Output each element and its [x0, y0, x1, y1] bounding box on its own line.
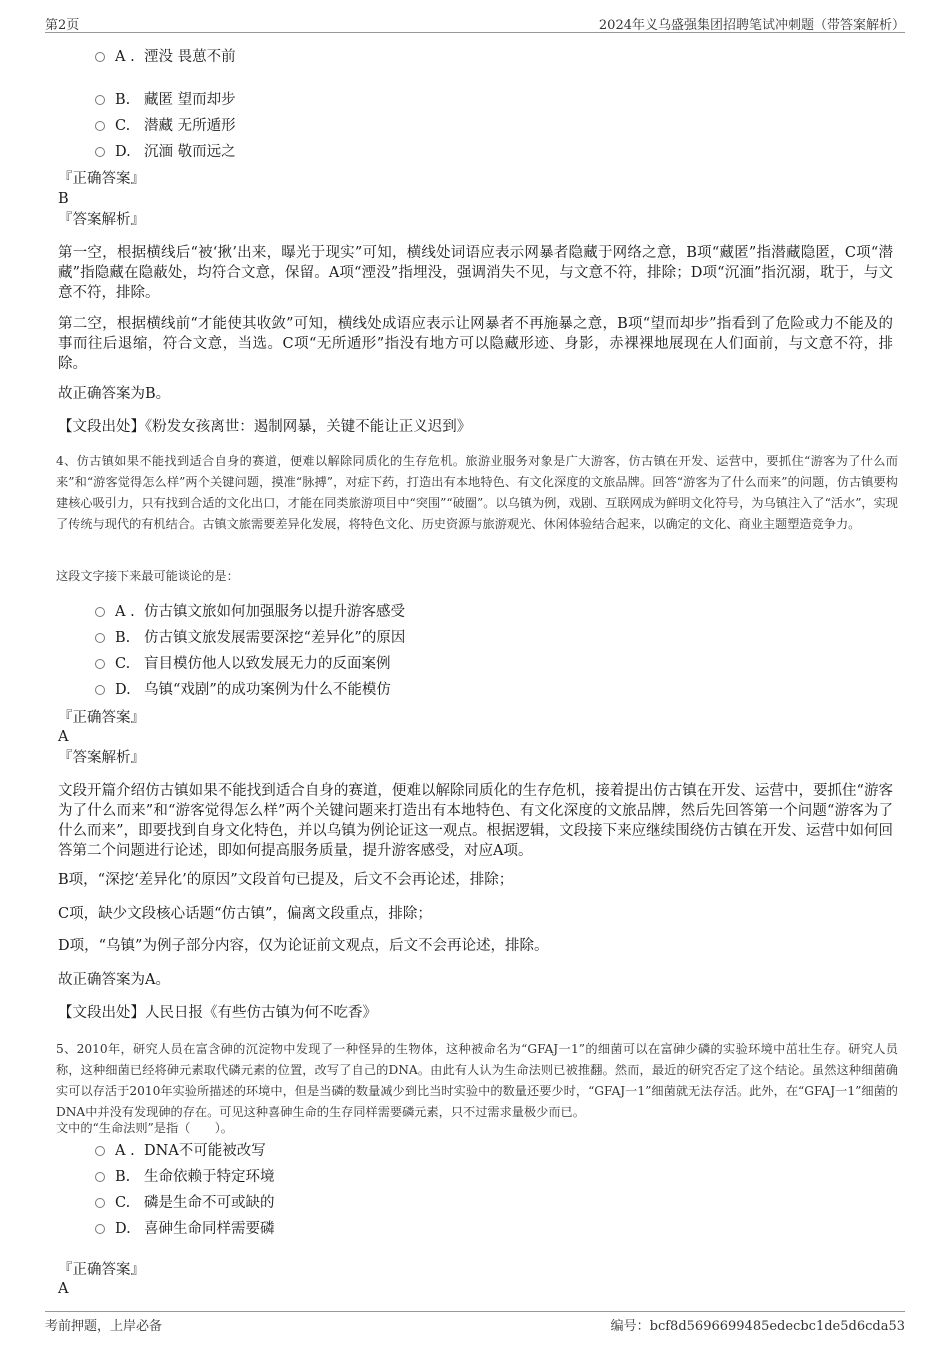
- q5-question: 文中的“生命法则”是指（ ）。: [56, 1121, 233, 1135]
- q3-option-c[interactable]: C. 潜藏 无所遁形: [95, 116, 236, 136]
- q4-analysis-c: C项，缺少文段核心话题“仿古镇”，偏离文段重点，排除；: [58, 906, 432, 922]
- document-title: 2024年义乌盛强集团招聘笔试冲刺题（带答案解析）: [598, 18, 905, 33]
- document-id: 编号：bcf8d5696699485edecbc1de5d6cda53: [610, 1319, 905, 1334]
- q4-option-a[interactable]: A . 仿古镇文旅如何加强服务以提升游客感受: [95, 602, 405, 622]
- radio-icon[interactable]: [95, 685, 105, 695]
- q5-answer: A: [58, 1281, 69, 1297]
- q3-answer-label: 『正确答案』: [58, 171, 145, 187]
- q4-answer: A: [58, 729, 69, 745]
- q3-option-a[interactable]: A . 湮没 畏葸不前: [95, 47, 236, 67]
- radio-icon[interactable]: [95, 1224, 105, 1234]
- q4-stem: 4、仿古镇如果不能找到适合自身的赛道，便难以解除同质化的生存危机。旅游业服务对象是广大游客，仿古镇在开发、运营中，要抓住“游客为了什么而来”和“游客觉得怎么样”两个关键问题，摸准“脉搏”，对症下药，打造出有本地特色、有文化深度的文旅品牌。回答“游客为了什么而来”的问题，仿古镇要构建核心吸引力，只有找到合适的文化出口，才能在同类旅游项目中“突围”“破圈”。以乌镇为例，戏剧、互联网成为鲜明文化符号，为乌镇注入了“活水”，实现了传统与现代的有机结合。古镇文旅需要差异化发展，将特色文化、历史资源与旅游观光、休闲体验结合起来，以确定的文化、商业主题塑造竞争力。: [56, 454, 898, 531]
- q3-answer: B: [58, 191, 69, 207]
- q3-source: 【文段出处】《粉发女孩离世：遏制网暴，关键不能让正义迟到》: [58, 419, 472, 435]
- q4-analysis-b: B项，“深挖‘差异化’的原因”文段首句已提及，后文不会再论述，排除；: [58, 872, 514, 888]
- q4-question: 这段文字接下来最可能谈论的是：: [56, 569, 239, 583]
- q5-option-c[interactable]: C. 磷是生命不可或缺的: [95, 1193, 275, 1213]
- q3-conclusion: 故正确答案为B。: [58, 386, 171, 402]
- q3-analysis-paragraph: 第一空，根据横线后“被‘揪’出来，曝光于现实”可知，横线处词语应表示网暴者隐藏于网络之意，B项“藏匿”指潜藏隐匿，C项“潜藏”指隐藏在隐蔽处，均符合文意，保留。A项“湮没”指埋没，强调消失不见，与文意不符，排除；D项“沉湎”指沉溺，耽于，与文意不符，排除。: [58, 245, 894, 301]
- radio-icon[interactable]: [95, 121, 105, 131]
- q4-analysis-paragraph: 文段开篇介绍仿古镇如果不能找到适合自身的赛道，便难以解除同质化的生存危机，接着提出仿古镇在开发、运营中，要抓住“游客为了什么而来”和“游客觉得怎么样”两个关键问题来打造出有本地特色、有文化深度的文旅品牌，然后先回答第一个问题“游客为了什么而来”，即要找到自身文化特色，并以乌镇为例论证这一观点。根据逻辑，文段接下来应继续围绕仿古镇在开发、运营中如何回答第二个问题进行论述，即如何提高服务质量，提升游客感受，对应A项。: [58, 783, 893, 859]
- q3-option-b[interactable]: B. 藏匿 望而却步: [95, 90, 236, 110]
- q3-analysis-paragraph: 第二空，根据横线前“才能使其收敛”可知，横线处成语应表示让网暴者不再施暴之意，B项“望而却步”指看到了危险或力不能及的事而往后退缩，符合文意，当选。C项“无所遁形”指没有地方可以隐藏形迹、身影，赤裸裸地展现在人们面前，与文意不符，排除。: [58, 316, 893, 372]
- q4-option-d[interactable]: D. 乌镇“戏剧”的成功案例为什么不能模仿: [95, 680, 391, 700]
- page-footer: [45, 1311, 905, 1334]
- footer-slogan: 考前押题，上岸必备: [45, 1319, 163, 1334]
- q5-option-d[interactable]: D. 喜砷生命同样需要磷: [95, 1219, 275, 1239]
- q3-analysis-label: 『答案解析』: [58, 212, 145, 228]
- q4-option-b[interactable]: B. 仿古镇文旅发展需要深挖“差异化”的原因: [95, 628, 405, 648]
- q4-source: 【文段出处】人民日报《有些仿古镇为何不吃香》: [58, 1005, 377, 1021]
- q3-option-d[interactable]: D. 沉湎 敬而远之: [95, 142, 236, 162]
- q4-option-c[interactable]: C. 盲目模仿他人以致发展无力的反面案例: [95, 654, 391, 674]
- radio-icon[interactable]: [95, 52, 105, 62]
- radio-icon[interactable]: [95, 1146, 105, 1156]
- page-header: [45, 14, 905, 33]
- radio-icon[interactable]: [95, 147, 105, 157]
- q5-option-b[interactable]: B. 生命依赖于特定环境: [95, 1167, 275, 1187]
- q5-stem: 5、2010年，研究人员在富含砷的沉淀物中发现了一种怪异的生物体，这种被命名为“GFAJ一1”的细菌可以在富砷少磷的实验环境中茁壮生存。研究人员称，这种细菌已经将砷元素取代磷元素的位置，改写了自己的DNA。由此有人认为生命法则已被推翻。然而，最近的研究否定了这个结论。虽然这种细菌确实可以存活于2010年实验所描述的环境中，但是当磷的数量减少到比当时实验中的数量还要少时，“GFAJ一1”细菌就无法存活。此外，在“GFAJ一1”细菌的DNA中并没有发现砷的存在。可见这种喜砷生命的生存同样需要磷元素，只不过需求量极少而已。: [56, 1042, 898, 1119]
- q4-analysis-label: 『答案解析』: [58, 750, 145, 766]
- radio-icon[interactable]: [95, 659, 105, 669]
- q4-answer-label: 『正确答案』: [58, 710, 145, 726]
- radio-icon[interactable]: [95, 1198, 105, 1208]
- q4-analysis-d: D项，“乌镇”为例子部分内容，仅为论证前文观点，后文不会再论述，排除。: [58, 938, 549, 954]
- page-number: 第2页: [45, 18, 80, 33]
- radio-icon[interactable]: [95, 633, 105, 643]
- q4-conclusion: 故正确答案为A。: [58, 972, 170, 988]
- q5-answer-label: 『正确答案』: [58, 1262, 145, 1278]
- radio-icon[interactable]: [95, 607, 105, 617]
- radio-icon[interactable]: [95, 95, 105, 105]
- q5-option-a[interactable]: A . DNA不可能被改写: [95, 1141, 266, 1161]
- radio-icon[interactable]: [95, 1172, 105, 1182]
